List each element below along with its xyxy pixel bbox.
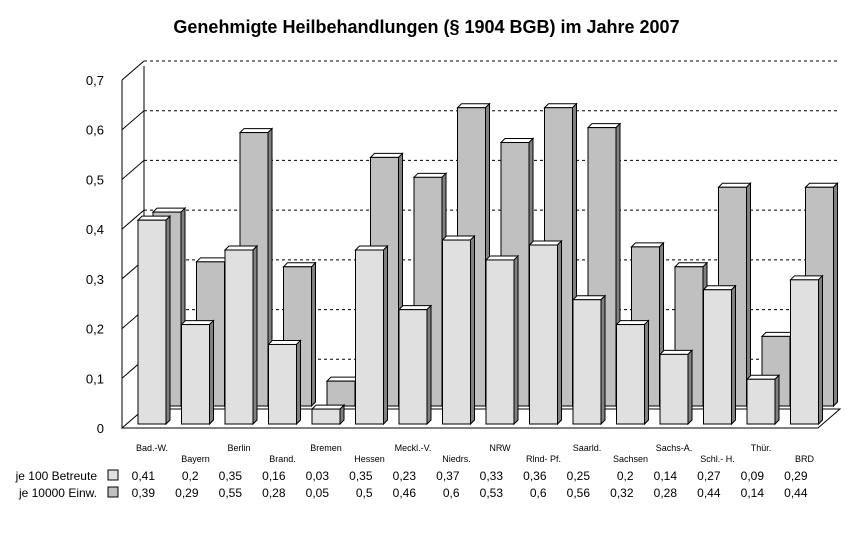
- y-tick-label: 0,2: [85, 321, 104, 337]
- bar-top: [269, 340, 301, 344]
- data-value-label: 0,37: [436, 469, 460, 483]
- bar-face: [399, 310, 427, 424]
- bar-top: [762, 332, 794, 336]
- y-tick-label: 0,4: [85, 222, 104, 238]
- category-label: Berlin: [227, 443, 251, 453]
- data-value-label: 0,33: [479, 469, 503, 483]
- data-value-label: 0,14: [740, 486, 764, 500]
- category-label: Sachs-A.: [655, 443, 693, 453]
- bar-face: [791, 280, 819, 424]
- bar-top: [458, 104, 490, 108]
- bar-top: [573, 296, 605, 300]
- bar-side: [471, 236, 475, 424]
- y-tick-label: 0,3: [85, 271, 104, 287]
- bar-top: [545, 104, 577, 108]
- bar-face: [530, 245, 558, 424]
- bar-face: [573, 300, 601, 424]
- data-value-label: 0,35: [218, 469, 242, 483]
- bar-top: [806, 183, 838, 187]
- bar-side: [601, 296, 605, 424]
- bar-side: [253, 246, 257, 424]
- y-tick-label: 0: [96, 421, 104, 436]
- bar-top: [501, 139, 533, 143]
- data-value-label: 0,03: [305, 469, 329, 483]
- bar-side: [819, 276, 823, 424]
- bar-top: [588, 124, 620, 128]
- grid-diagonal: [122, 160, 144, 179]
- data-value-label: 0,29: [784, 469, 808, 483]
- category-label: Sachsen: [612, 454, 649, 464]
- bar-face: [182, 325, 210, 424]
- bar-side: [210, 321, 214, 424]
- category-label: Meckl.-V.: [394, 443, 432, 453]
- data-value-label: 0,09: [740, 469, 764, 483]
- bar-je-100-betreute: [791, 276, 823, 424]
- bar-je-100-betreute: [225, 246, 257, 424]
- bar-je-100-betreute: [138, 216, 170, 424]
- data-value-label: 0,23: [392, 469, 416, 483]
- data-value-label: 0,28: [262, 486, 286, 500]
- category-label: NRW: [489, 443, 511, 453]
- category-label: Brand.: [269, 454, 296, 464]
- bar-top: [182, 321, 214, 325]
- bar-top: [327, 377, 359, 381]
- data-value-label: 0,35: [349, 469, 373, 483]
- bar-je-100-betreute: [443, 236, 475, 424]
- bar-face: [138, 220, 166, 424]
- bar-face: [660, 354, 688, 424]
- data-value-label: 0,53: [479, 486, 503, 500]
- bar-face: [312, 409, 340, 424]
- bar-je-100-betreute: [617, 321, 649, 424]
- data-value-label: 0,16: [262, 469, 286, 483]
- bar-je-100-betreute: [660, 350, 692, 424]
- legend-label: je 10000 Einw.: [18, 486, 97, 500]
- bar-side: [427, 306, 431, 424]
- bar-side: [834, 183, 838, 406]
- category-label: Saarld.: [572, 443, 602, 453]
- bar-face: [617, 325, 645, 424]
- data-value-label: 0,44: [697, 486, 721, 500]
- data-value-label: 0,32: [610, 486, 634, 500]
- data-value-label: 0,25: [566, 469, 590, 483]
- bar-top: [486, 256, 518, 260]
- legend-label: je 100 Betreute: [15, 469, 97, 483]
- bar-top: [617, 321, 649, 325]
- bar-side: [166, 216, 170, 424]
- bar-face: [269, 344, 297, 424]
- grid-diagonal: [122, 61, 144, 80]
- data-value-label: 0,6: [442, 486, 460, 500]
- bar-je-100-betreute: [704, 286, 736, 424]
- bar-face: [486, 260, 514, 424]
- bar-side: [297, 340, 301, 424]
- bar-top: [225, 246, 257, 250]
- bar-side: [558, 241, 562, 424]
- data-value-label: 0,56: [566, 486, 590, 500]
- bar-je-100-betreute: [182, 321, 214, 424]
- bar-side: [514, 256, 518, 424]
- bar-side: [732, 286, 736, 424]
- data-value-label: 0,41: [131, 469, 155, 483]
- bar-top: [371, 153, 403, 157]
- bar-side: [340, 405, 344, 424]
- bar-top: [414, 173, 446, 177]
- bar-side: [775, 375, 779, 424]
- bar-face: [225, 250, 253, 424]
- data-value-label: 0,44: [784, 486, 808, 500]
- y-tick-label: 0,6: [85, 122, 104, 138]
- data-value-label: 0,2: [616, 469, 634, 483]
- category-label: Niedrs.: [442, 454, 471, 464]
- category-label: Hessen: [354, 454, 385, 464]
- y-tick-label: 0,7: [85, 73, 104, 88]
- grid-diagonal: [122, 111, 144, 130]
- bar-side: [384, 246, 388, 424]
- bar-top: [704, 286, 736, 290]
- data-value-label: 0,14: [653, 469, 677, 483]
- bar-je-100-betreute: [312, 405, 344, 424]
- bar-je-100-betreute: [356, 246, 388, 424]
- bar-je-100-betreute: [269, 340, 301, 424]
- bar-top: [399, 306, 431, 310]
- bar-top: [312, 405, 344, 409]
- bar-top: [791, 276, 823, 280]
- bar-top: [284, 263, 316, 267]
- data-value-label: 0,39: [131, 486, 155, 500]
- bar-top: [443, 236, 475, 240]
- bar-face: [747, 379, 775, 424]
- bar-top: [138, 216, 170, 220]
- category-label: BRD: [794, 454, 815, 464]
- bar-face: [356, 250, 384, 424]
- data-value-label: 0,28: [653, 486, 677, 500]
- data-value-label: 0,46: [392, 486, 416, 500]
- bar-top: [197, 258, 229, 262]
- data-value-label: 0,29: [175, 486, 199, 500]
- bar-top: [632, 243, 664, 247]
- category-label: Bayern: [181, 454, 210, 464]
- bar-side: [688, 350, 692, 424]
- bar-top: [356, 246, 388, 250]
- bar-face: [327, 381, 355, 406]
- bar-top: [153, 208, 185, 212]
- data-value-label: 0,05: [305, 486, 329, 500]
- bar-je-100-betreute: [747, 375, 779, 424]
- bar-top: [240, 129, 272, 133]
- bar-side: [747, 183, 751, 406]
- legend-swatch: [108, 470, 118, 480]
- bar-je-100-betreute: [399, 306, 431, 424]
- bar-top: [660, 350, 692, 354]
- data-value-label: 0,2: [181, 469, 199, 483]
- bar-side: [645, 321, 649, 424]
- legend-swatch: [108, 487, 118, 497]
- category-label: Rlnd- Pf.: [525, 454, 562, 464]
- category-label: Thür.: [750, 443, 772, 453]
- bar-top: [747, 375, 779, 379]
- data-value-label: 0,55: [218, 486, 242, 500]
- bar-je-10000-einw: [327, 377, 359, 406]
- data-value-label: 0,36: [523, 469, 547, 483]
- bar-face: [704, 290, 732, 424]
- category-label: Schl.- H.: [700, 454, 735, 464]
- bar-je-100-betreute: [530, 241, 562, 424]
- bar-top: [719, 183, 751, 187]
- data-value-label: 0,5: [355, 486, 373, 500]
- bar-top: [675, 263, 707, 267]
- bar-face: [443, 240, 471, 424]
- data-value-label: 0,6: [529, 486, 547, 500]
- bar-je-100-betreute: [486, 256, 518, 424]
- category-label: Bremen: [310, 443, 342, 453]
- bar-je-100-betreute: [573, 296, 605, 424]
- category-label: Bad.-W.: [135, 443, 169, 453]
- data-value-label: 0,27: [697, 469, 721, 483]
- chart-title: Genehmigte Heilbehandlungen (§ 1904 BGB) im Jahre 2007: [173, 17, 680, 37]
- bar-side: [312, 263, 316, 406]
- bar-top: [530, 241, 562, 245]
- y-tick-label: 0,5: [85, 172, 104, 188]
- y-tick-label: 0,1: [85, 371, 104, 387]
